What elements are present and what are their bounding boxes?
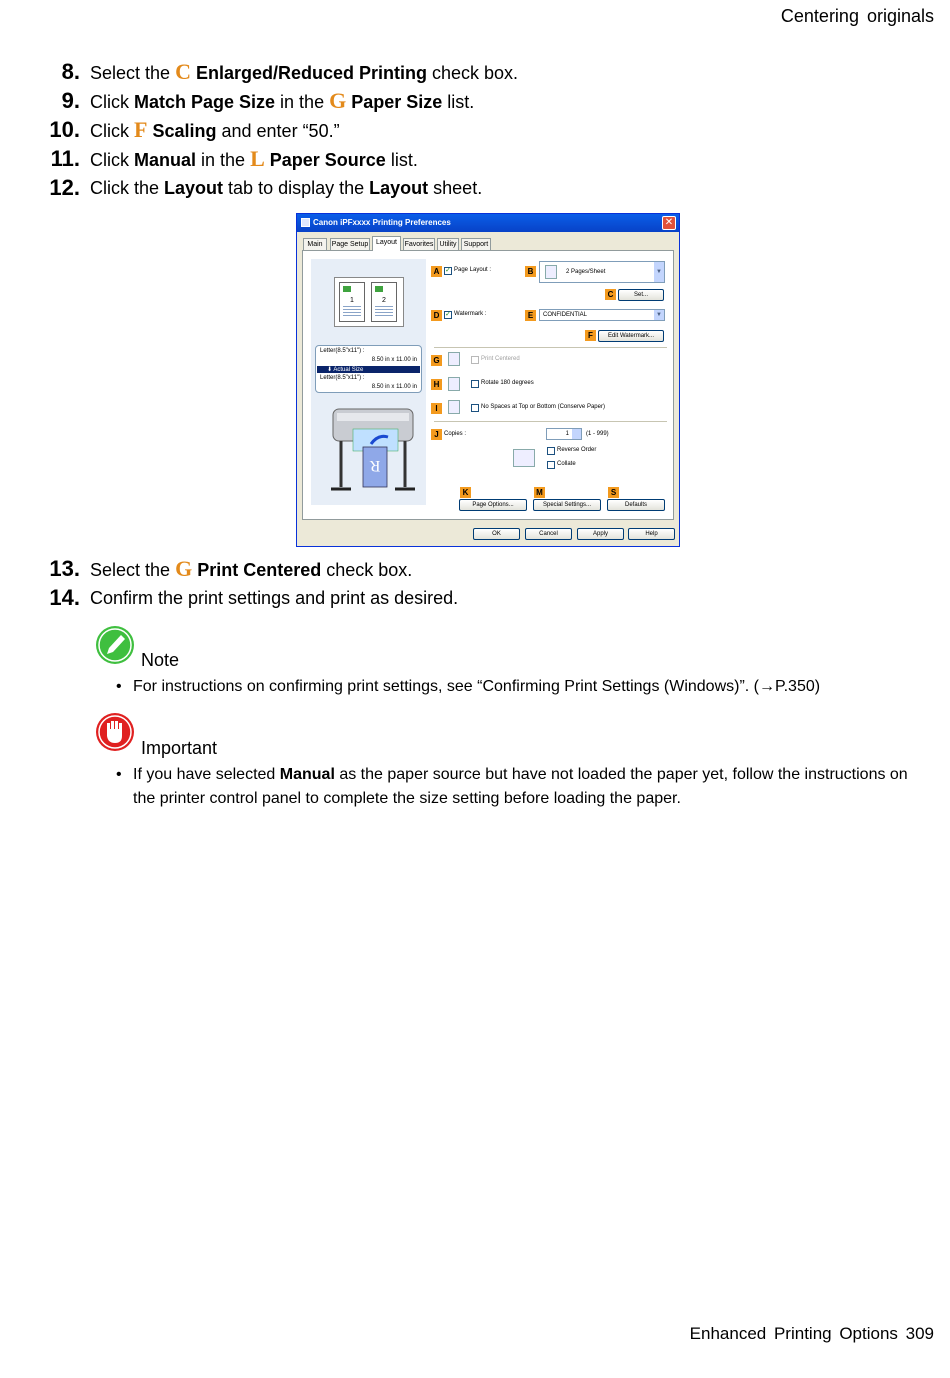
chevron-down-icon: ▼ [654, 262, 664, 282]
page-number: 2 [382, 297, 386, 304]
size-text: 8.50 in x 11.00 in [371, 384, 417, 390]
ref-letter: G [175, 556, 193, 581]
step-text-bold: Manual [134, 150, 197, 170]
watermark-value: CONFIDENTIAL [543, 312, 588, 318]
step-text-plain: Click [90, 150, 134, 170]
step-text-plain: list. [385, 150, 418, 170]
special-settings-button[interactable]: Special Settings... [533, 499, 601, 511]
tab-page-setup[interactable]: Page Setup [330, 238, 370, 250]
apply-button[interactable]: Apply [577, 528, 624, 540]
step-number: 10. [49, 117, 80, 142]
size-text: 8.50 in x 11.00 in [371, 357, 417, 363]
layout-sheet [302, 250, 674, 520]
step-text-plain: Click [90, 92, 134, 112]
printer-app-icon [301, 218, 310, 227]
step-text-bold: Layout [164, 178, 224, 198]
important-title: Important [141, 738, 218, 758]
help-button[interactable]: Help [628, 528, 675, 540]
no-spaces-label: No Spaces at Top or Bottom (Conserve Paper) [481, 404, 605, 410]
ok-button[interactable]: OK [473, 528, 520, 540]
dialog-title: Canon iPFxxxx Printing Preferences [313, 218, 451, 227]
reverse-order-label: Reverse Order [557, 447, 597, 453]
step-text-bold: Print Centered [197, 560, 322, 580]
text-lines [343, 306, 361, 318]
rotate-icon [448, 377, 460, 391]
callout-label-h: H [431, 379, 442, 390]
step-text-bold: Layout [369, 178, 429, 198]
step-text-plain: check box. [427, 63, 519, 83]
mini-page [371, 282, 397, 322]
callout-label-e: E [525, 310, 536, 321]
callout-label-a: A [431, 266, 442, 277]
step-text [90, 145, 418, 174]
mini-page [339, 282, 365, 322]
conserve-paper-icon [448, 400, 460, 414]
step-text-plain: in the [275, 92, 330, 112]
step-text-plain: in the [196, 150, 251, 170]
page-thumbnail [334, 277, 404, 327]
collate-label: Collate [557, 461, 576, 467]
two-pages-icon [545, 265, 557, 279]
step-number: 12. [49, 175, 80, 200]
actual-size-label: Actual Size [333, 367, 364, 373]
logo-icon [375, 286, 383, 292]
tab-main[interactable]: Main [303, 238, 327, 250]
rotate-label: Rotate 180 degrees [481, 380, 534, 386]
step-text-bold: Match Page Size [134, 92, 276, 112]
callout-label-s: S [608, 487, 619, 498]
step-number: 11. [50, 146, 80, 171]
important-text-bold: Manual [279, 766, 335, 783]
page-options-button[interactable]: Page Options... [459, 499, 527, 511]
print-centered-label: Print Centered [481, 356, 520, 362]
set-button[interactable]: Set... [618, 289, 664, 301]
step-text-plain: tab to display the [223, 178, 370, 198]
page-number: 1 [350, 297, 354, 304]
step-text-plain: Select the [90, 63, 176, 83]
step-text-plain: sheet. [428, 178, 483, 198]
stop-hand-icon [95, 712, 135, 752]
page-layout-label: Page Layout : [454, 267, 492, 273]
copies-value: 1 [565, 431, 569, 437]
copies-label: Copies : [444, 431, 467, 437]
page-layout-combo[interactable] [539, 261, 665, 283]
step-text-plain: check box. [321, 560, 413, 580]
callout-label-b: B [525, 266, 536, 277]
step-text-plain: Click the [90, 178, 165, 198]
svg-text:R: R [369, 457, 381, 474]
step-text-bold: Enlarged/Reduced Printing [195, 63, 427, 83]
dialog-titlebar [297, 214, 679, 232]
tab-layout[interactable]: Layout [372, 236, 401, 251]
pencil-icon [95, 625, 135, 665]
bullet: • [116, 678, 122, 695]
collate-checkbox[interactable] [547, 461, 555, 469]
step-number: 13. [49, 556, 80, 581]
step-number: 8. [61, 59, 80, 84]
bullet: • [116, 766, 122, 783]
important-text-plain: as the paper source but have not loaded the paper yet, follow the instructions on the printer control panel to complete the size setting before loading the paper. [133, 766, 908, 807]
step-text-bold: Paper Size [351, 92, 443, 112]
defaults-button[interactable]: Defaults [607, 499, 665, 511]
spinner-arrows-icon [572, 429, 581, 439]
printing-preferences-dialog [296, 213, 680, 547]
tab-utility[interactable]: Utility [437, 238, 459, 250]
page-layout-checkbox[interactable]: ✓ [445, 267, 451, 274]
step-number: 14. [49, 585, 80, 610]
stack-of-pages-icon [513, 449, 535, 467]
callout-label-d: D [431, 310, 442, 321]
step-number: 9. [61, 88, 80, 113]
step-text [90, 116, 340, 145]
layout-preview [311, 259, 426, 505]
callout-label-j: J [431, 429, 442, 440]
step-text-bold: Scaling [152, 121, 217, 141]
copies-spinner[interactable] [546, 428, 582, 440]
close-icon[interactable]: ✕ [662, 216, 676, 230]
header-section-title: Centering originals [780, 6, 934, 26]
tab-support[interactable]: Support [461, 238, 491, 250]
note-title: Note [141, 650, 180, 670]
step-text-plain: list. [442, 92, 475, 112]
reverse-order-checkbox[interactable] [547, 447, 555, 455]
step-text-plain: Click [90, 121, 134, 141]
page-layout-value: 2 Pages/Sheet [566, 269, 606, 275]
important-text-plain: If you have selected [133, 766, 280, 783]
step-text-plain: and enter “50.” [216, 121, 340, 141]
no-spaces-checkbox[interactable] [471, 404, 479, 412]
step-text [90, 174, 482, 202]
ref-letter: L [250, 146, 265, 171]
callout-label-c: C [605, 289, 616, 300]
callout-label-f: F [585, 330, 596, 341]
callout-label-k: K [460, 487, 471, 498]
step-text-plain: Select the [90, 560, 176, 580]
chevron-down-icon: ▼ [654, 310, 664, 320]
divider [434, 347, 667, 348]
edit-watermark-button[interactable]: Edit Watermark... [598, 330, 664, 342]
step-text-bold: Paper Source [269, 150, 386, 170]
rotate-checkbox[interactable] [471, 380, 479, 388]
text-lines [375, 306, 393, 318]
printer-illustration [323, 399, 423, 499]
callout-label-i: I [431, 403, 442, 414]
print-centered-icon [448, 352, 460, 366]
paper-size-info [315, 345, 422, 393]
note-text: For instructions on confirming print settings, see “Confirming Print Settings (Windows)”. (→P.350) [133, 678, 821, 695]
tab-favorites[interactable]: Favorites [403, 238, 435, 250]
size-text: Letter(8.5"x11") : [320, 348, 365, 354]
callout-label-g: G [431, 355, 442, 366]
divider [434, 421, 667, 422]
callout-label-m: M [534, 487, 545, 498]
step-text [90, 87, 474, 116]
size-text: Letter(8.5"x11") : [320, 375, 365, 381]
step-text [90, 58, 518, 87]
ref-letter: F [134, 117, 148, 142]
step-text: Confirm the print settings and print as desired. [90, 588, 459, 608]
logo-icon [343, 286, 351, 292]
actual-size-row: ⬇ Actual Size [317, 366, 420, 373]
page-footer: Enhanced Printing Options 309 [689, 1324, 934, 1343]
watermark-checkbox[interactable]: ✓ [445, 311, 451, 318]
cancel-button[interactable]: Cancel [525, 528, 572, 540]
ref-letter: G [329, 88, 347, 113]
watermark-label: Watermark : [454, 311, 487, 317]
ref-letter: C [175, 59, 191, 84]
print-centered-checkbox[interactable] [471, 356, 479, 364]
important-text [133, 763, 913, 811]
watermark-combo[interactable] [539, 309, 665, 321]
copies-range: (1 - 999) [586, 431, 609, 437]
step-text [90, 555, 412, 584]
